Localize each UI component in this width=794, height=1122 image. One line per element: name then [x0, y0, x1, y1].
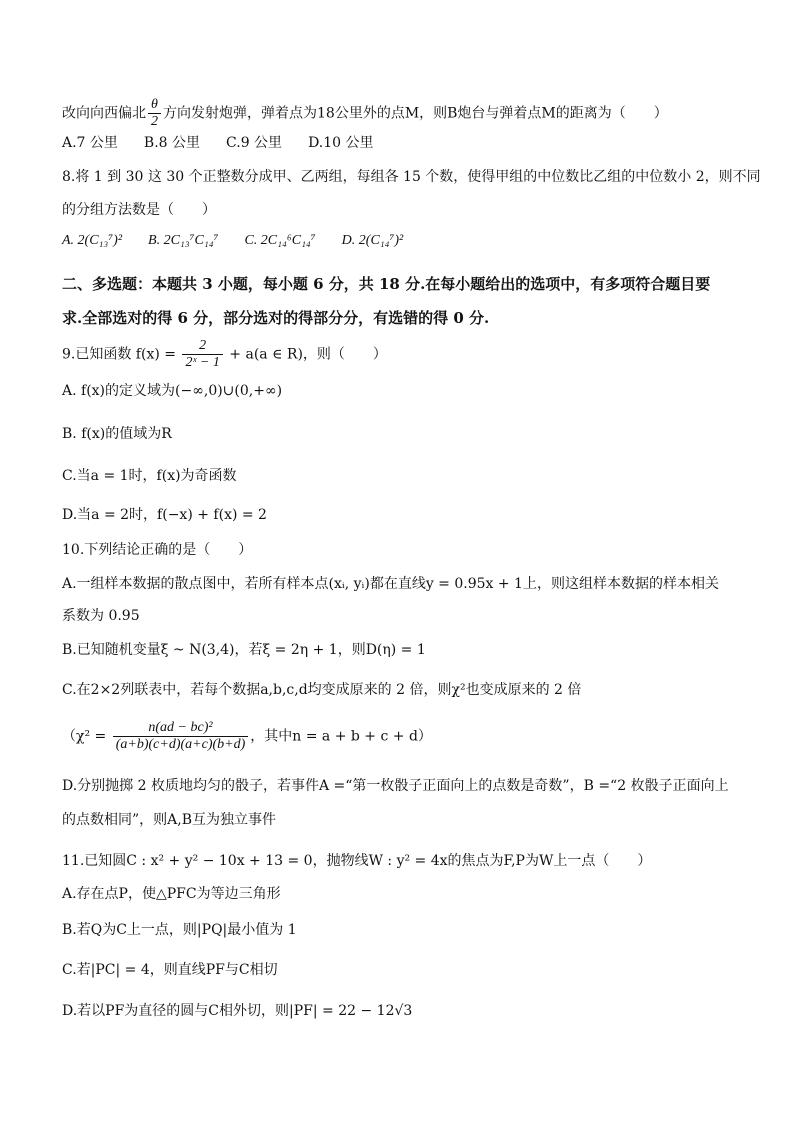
q10-option-c-line1: C.在2×2列联表中，若每个数据a,b,c,d均变成原来的 2 倍，则χ²也变成原来的 2 倍 — [62, 682, 582, 698]
q10-chi-num: n(ad − bc)² — [113, 720, 249, 737]
q10-option-a-line1: A.一组样本数据的散点图中，若所有样本点(xᵢ, yᵢ)都在直线y = 0.95x + 1上，则这组样本数据的样本相关 — [62, 576, 719, 592]
q10-c-where: ，其中n = a + b + c + d） — [250, 728, 432, 745]
q10-c-chi-label: （χ² = — [62, 728, 111, 745]
q10-option-d-line2: 的点数相同”，则A,B互为独立事件 — [62, 812, 277, 828]
q8-option-b: B. 2C₁₃⁷C₁₄⁷ — [148, 233, 219, 248]
q9-option-c: C.当a = 1时，f(x)为奇函数 — [62, 468, 237, 484]
q9-stem-before: 9.已知函数 f(x) = — [62, 346, 181, 363]
q8-options — [62, 231, 754, 251]
q8-stem-line1: 8.将 1 到 30 这 30 个正整数分成甲、乙两组，每组各 15 个数，使得甲组的中位数比乙组的中位数小 2，则不同 — [62, 169, 761, 185]
section2-header-line2: 求.全部选对的得 6 分，部分选对的得部分分，有选错的得 0 分. — [62, 309, 490, 327]
q8-stem-line2: 的分组方法数是（ ） — [62, 202, 216, 218]
q10-chi-den: (a+b)(c+d)(a+c)(b+d) — [115, 737, 246, 752]
q10-chi-fraction — [113, 720, 249, 753]
q9-option-b: B. f(x)的值域为R — [62, 426, 172, 442]
q10-option-a-line2: 系数为 0.95 — [62, 608, 140, 624]
q10-stem: 10.下列结论正确的是（ ） — [62, 542, 253, 558]
q7-option-a: A.7 公里 — [62, 135, 118, 151]
q11-option-d: D.若以PF为直径的圆与C相外切，则|PF| = 22 − 12√3 — [62, 1003, 413, 1019]
q7-fraction — [148, 97, 161, 130]
q10-option-c-line2 — [62, 720, 754, 753]
q9-stem — [62, 338, 754, 371]
q9-fraction — [182, 338, 222, 371]
q7-frac-den: 2 — [151, 114, 158, 129]
q7-option-c: C.9 公里 — [226, 135, 283, 151]
q11-stem: 11.已知圆C : x² + y² − 10x + 13 = 0，抛物线W : y² = 4x的焦点为F,P为W上一点（ ） — [62, 853, 652, 869]
q11-option-b: B.若Q为C上一点，则|PQ|最小值为 1 — [62, 922, 297, 938]
q7-frac-num: θ — [148, 97, 161, 114]
q11-option-c: C.若|PC| = 4，则直线PF与C相切 — [62, 962, 278, 978]
q7-option-b: B.8 公里 — [143, 135, 201, 151]
q8-option-a: A. 2(C₁₃⁷)² — [62, 233, 123, 248]
q9-option-d: D.当a = 2时，f(−x) + f(x) = 2 — [62, 507, 267, 523]
q7-option-d: D.10 公里 — [308, 135, 374, 151]
q11-option-a: A.存在点P，使△PFC为等边三角形 — [62, 886, 281, 902]
q7-text-after: 方向发射炮弹，弹着点为18公里外的点M，则B炮台与弹着点M的距离为（ ） — [163, 105, 668, 122]
q9-frac-den: 2ˣ − 1 — [185, 355, 220, 370]
q10-option-b: B.已知随机变量ξ ~ N(3,4)，若ξ = 2η + 1，则D(η) = 1 — [62, 642, 426, 658]
q10-option-d-line1: D.分别抛掷 2 枚质地均匀的骰子，若事件A =“第一枚骰子正面向上的点数是奇数”，B =“2 枚骰子正面向上 — [62, 778, 729, 794]
q9-option-a: A. f(x)的定义域为(−∞,0)∪(0,+∞) — [62, 383, 283, 399]
q9-frac-num: 2 — [182, 338, 222, 355]
section2-header-line1: 二、多选题：本题共 3 小题，每小题 6 分，共 18 分.在每小题给出的选项中，有多项符合题目要 — [62, 275, 711, 293]
q8-option-c: C. 2C₁₄⁶C₁₄⁷ — [244, 233, 316, 248]
q7-stem — [62, 97, 754, 130]
q7-options — [62, 133, 754, 153]
q9-stem-after: + a(a ∈ R)，则（ ） — [224, 346, 387, 363]
q8-option-d: D. 2(C₁₄⁷)² — [341, 233, 404, 248]
q7-text-before: 改向向西偏北 — [62, 105, 146, 122]
